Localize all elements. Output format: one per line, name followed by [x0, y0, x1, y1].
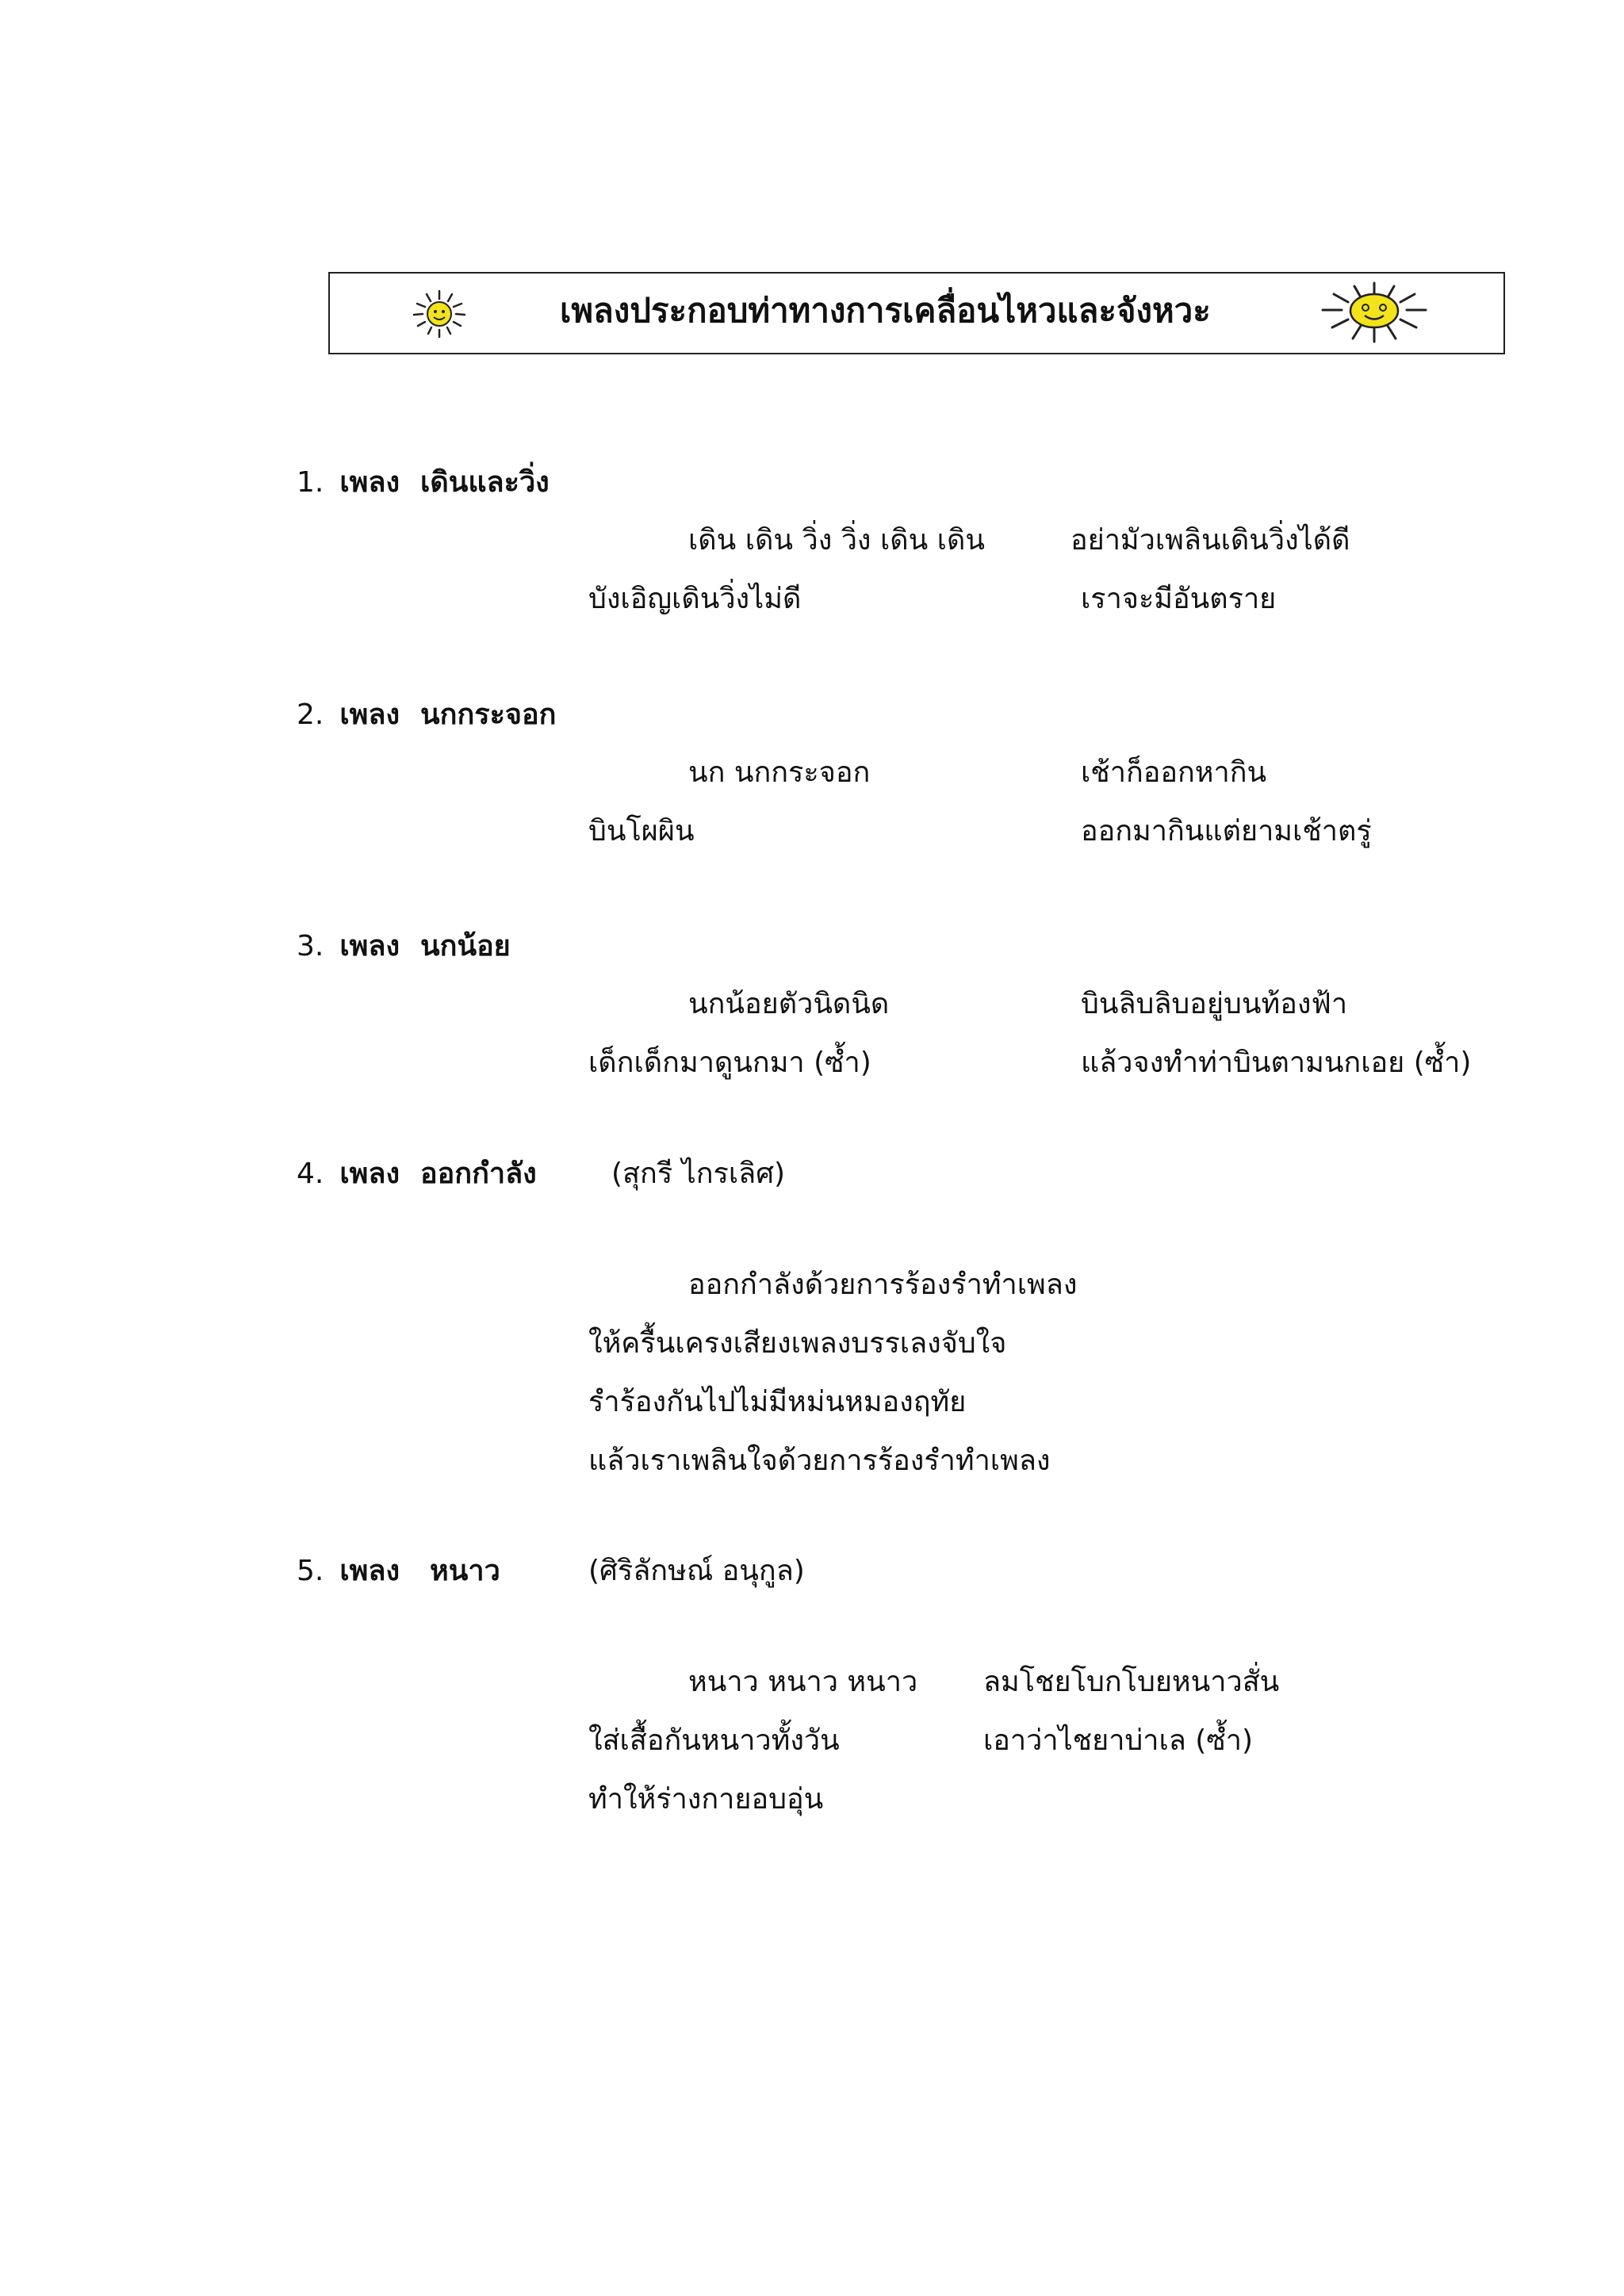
song-keyword: เพลง — [339, 1555, 400, 1587]
lyric-line: ออกมากินแต่ยามเช้าตรู่ — [1081, 815, 1372, 848]
lyric-line: ใส่เสื้อกันหนาวทั้งวัน — [588, 1724, 840, 1757]
song-title: นกน้อย — [420, 930, 511, 962]
sun-icon — [1320, 280, 1429, 343]
lyric-line: เราจะมีอันตราย — [1081, 583, 1277, 615]
song-heading — [297, 1557, 500, 1586]
song-keyword: เพลง — [339, 1158, 400, 1190]
lyric-line: ออกกำลังด้วยการร้องรำทำเพลง — [688, 1269, 1078, 1301]
lyric-line: ทำให้ร่างกายอบอุ่น — [588, 1783, 824, 1816]
song-keyword: เพลง — [339, 466, 400, 499]
song-heading — [297, 1160, 537, 1188]
lyric-line: อย่ามัวเพลินเดินวิ่งได้ดี — [1071, 524, 1350, 557]
song-keyword: เพลง — [339, 698, 400, 731]
song-title: ออกกำลัง — [420, 1158, 537, 1190]
sun-icon — [411, 288, 468, 339]
lyric-line: ให้ครื้นเครงเสียงเพลงบรรเลงจับใจ — [588, 1327, 1007, 1360]
song-heading — [297, 698, 557, 731]
song-heading — [297, 466, 550, 499]
lyric-line: แล้วจงทำท่าบินตามนกเอย (ซ้ำ) — [1081, 1047, 1472, 1079]
page-title: เพลงประกอบท่าทางการเคลื่อนไหวและจังหวะ — [560, 291, 1211, 330]
lyric-line: เช้าก็ออกหากิน — [1081, 756, 1267, 789]
song-title: หนาว — [430, 1555, 500, 1587]
song-keyword: เพลง — [339, 930, 400, 962]
lyric-line: แล้วเราเพลินใจด้วยการร้องรำทำเพลง — [588, 1445, 1051, 1477]
title-box — [328, 272, 1505, 354]
song-number: 2. — [297, 698, 324, 731]
lyric-line: ลมโชยโบกโบยหนาวสั่น — [983, 1666, 1280, 1698]
song-title: นกกระจอก — [420, 698, 557, 731]
lyric-line: เอาว่าไชยาบ่าเล (ซ้ำ) — [983, 1724, 1254, 1757]
lyric-line: รำร้องกันไปไม่มีหม่นหมองฤทัย — [588, 1386, 967, 1418]
song-heading — [297, 932, 511, 961]
lyric-line: เดิน เดิน วิ่ง วิ่ง เดิน เดิน — [688, 524, 985, 557]
lyric-line: บินโผผิน — [588, 815, 695, 848]
song-title: เดินและวิ่ง — [420, 466, 550, 499]
song-credit: (สุกรี ไกรเลิศ) — [611, 1158, 786, 1190]
lyric-line: เด็กเด็กมาดูนกมา (ซ้ำ) — [588, 1047, 871, 1079]
lyric-line: บังเอิญเดินวิ่งไม่ดี — [588, 583, 802, 615]
lyric-line: นกน้อยตัวนิดนิด — [688, 988, 890, 1020]
lyric-line: บินลิบลิบอยู่บนท้องฟ้า — [1081, 988, 1348, 1020]
song-number: 1. — [297, 466, 324, 499]
song-number: 4. — [297, 1158, 324, 1190]
song-credit: (ศิริลักษณ์ อนุกูล) — [588, 1555, 805, 1587]
song-number: 3. — [297, 930, 324, 962]
song-number: 5. — [297, 1555, 324, 1587]
lyric-line: หนาว หนาว หนาว — [688, 1666, 918, 1698]
lyric-line: นก นกกระจอก — [688, 756, 871, 789]
